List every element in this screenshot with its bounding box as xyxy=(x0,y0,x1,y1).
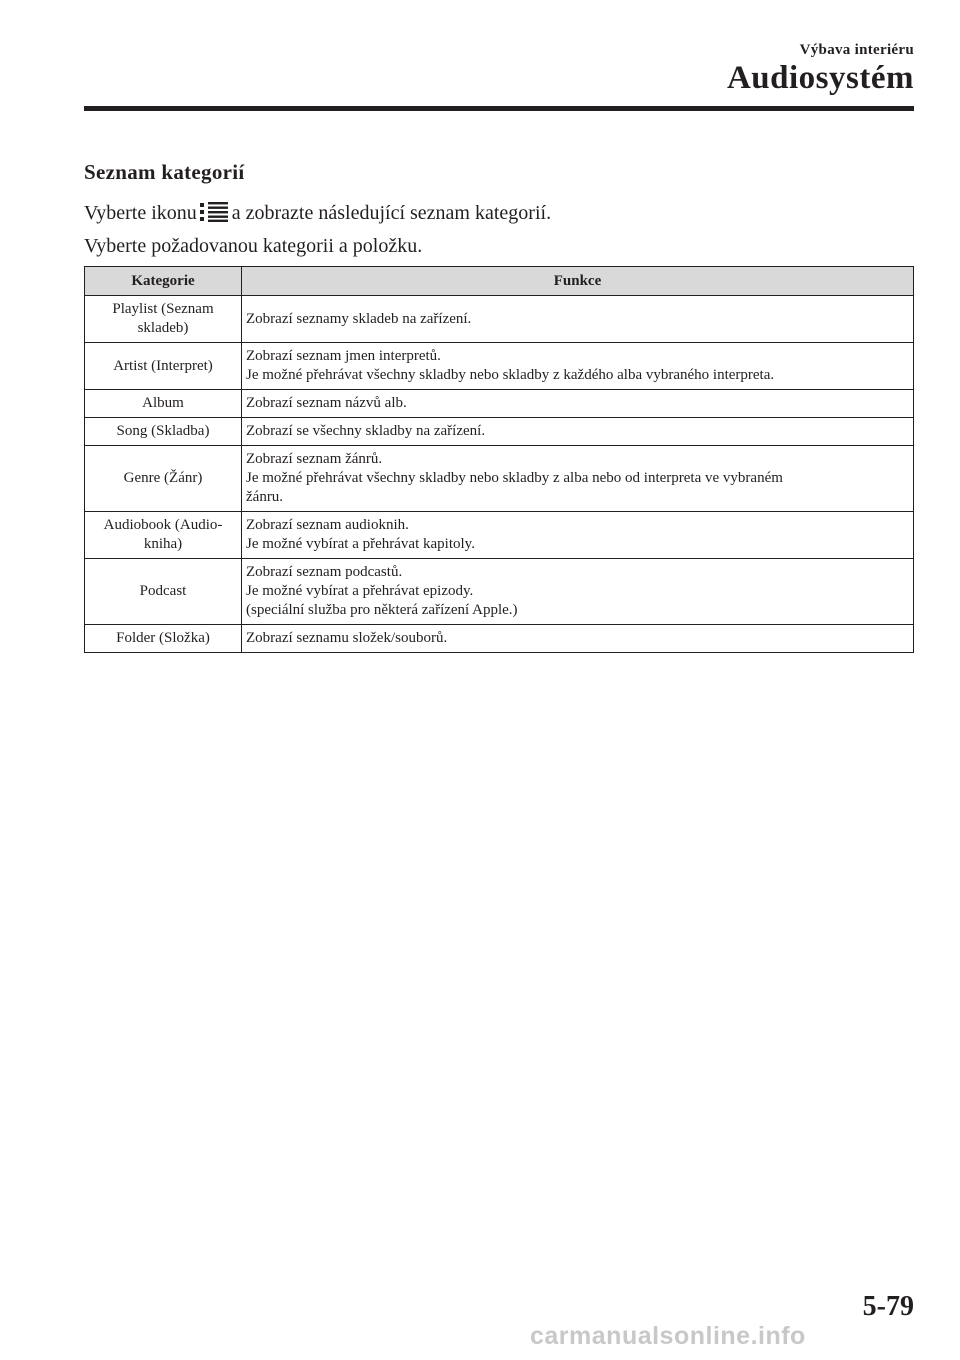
function-text: Je možné vybírat a přehrávat epizody. xyxy=(246,583,474,599)
category-text: Playlist (Seznam xyxy=(112,301,214,317)
column-header-category: Kategorie xyxy=(85,267,242,296)
function-text: Zobrazí seznam názvů alb. xyxy=(246,395,407,411)
function-text: (speciální služba pro některá zařízení Apple.) xyxy=(246,602,518,618)
category-cell xyxy=(85,512,242,559)
function-text: Zobrazí seznam podcastů. xyxy=(246,564,403,580)
function-cell xyxy=(242,343,914,390)
table-row xyxy=(85,296,914,343)
intro-line-1 xyxy=(84,198,914,231)
section-heading: Seznam kategorií xyxy=(84,160,245,184)
intro-line-1-start: Vyberte ikonu xyxy=(84,202,197,224)
category-text: Artist (Interpret) xyxy=(113,357,213,374)
watermark: carmanualsonline.info xyxy=(530,1322,806,1350)
table-row xyxy=(85,390,914,418)
category-text: Audiobook (Audio- xyxy=(103,517,223,533)
function-cell xyxy=(242,390,914,418)
intro-line-2: Vyberte požadovanou kategorii a položku. xyxy=(84,235,423,257)
intro-line-1-end: a zobrazte následující seznam kategorií. xyxy=(231,202,552,224)
intro-text xyxy=(84,198,914,261)
table-row xyxy=(85,512,914,559)
function-cell xyxy=(242,512,914,559)
chapter-title: Audiosystém xyxy=(726,60,914,96)
category-cell xyxy=(85,296,242,343)
function-cell xyxy=(242,418,914,446)
function-text: Zobrazí seznamy skladeb na zařízení. xyxy=(246,310,472,327)
category-text: Genre (Žánr) xyxy=(123,470,203,486)
category-text: Album xyxy=(142,395,184,411)
function-text: Zobrazí seznamu složek/souborů. xyxy=(246,630,448,646)
function-cell xyxy=(242,296,914,343)
function-text: Zobrazí se všechny skladby na zařízení. xyxy=(246,423,486,439)
function-cell xyxy=(242,446,914,512)
category-cell xyxy=(85,390,242,418)
function-text: žánru. xyxy=(246,489,284,505)
section-label: Výbava interiéru xyxy=(799,42,914,58)
table-row xyxy=(85,559,914,625)
category-cell xyxy=(85,446,242,512)
table-body xyxy=(85,296,914,653)
table-row xyxy=(85,625,914,653)
category-text: skladeb) xyxy=(137,320,189,336)
category-text: Folder (Složka) xyxy=(116,630,210,646)
list-icon xyxy=(199,201,229,231)
function-cell xyxy=(242,625,914,653)
function-text: Zobrazí seznam žánrů. xyxy=(246,451,383,467)
category-text: Podcast xyxy=(139,583,187,599)
table-row xyxy=(85,418,914,446)
function-cell xyxy=(242,559,914,625)
page-number: 5-79 xyxy=(862,1291,914,1322)
column-header-function: Funkce xyxy=(242,267,914,296)
function-text: Je možné vybírat a přehrávat kapitoly. xyxy=(246,536,475,552)
function-text: Je možné přehrávat všechny skladby nebo skladby z alba nebo od interpreta ve vybraném xyxy=(246,470,783,486)
category-cell xyxy=(85,559,242,625)
category-cell xyxy=(85,418,242,446)
function-text: Zobrazí seznam audioknih. xyxy=(246,517,409,533)
category-cell xyxy=(85,343,242,390)
table-row xyxy=(85,343,914,390)
header-rule xyxy=(84,106,914,111)
category-text: kniha) xyxy=(143,536,183,552)
table-header-row xyxy=(85,267,914,296)
function-text: Je možné přehrávat všechny skladby nebo skladby z každého alba vybraného interpreta. xyxy=(246,367,775,383)
table-row xyxy=(85,446,914,512)
function-text: Zobrazí seznam jmen interpretů. xyxy=(246,348,441,364)
category-cell xyxy=(85,625,242,653)
category-table xyxy=(84,266,914,653)
category-text: Song (Skladba) xyxy=(116,423,210,439)
